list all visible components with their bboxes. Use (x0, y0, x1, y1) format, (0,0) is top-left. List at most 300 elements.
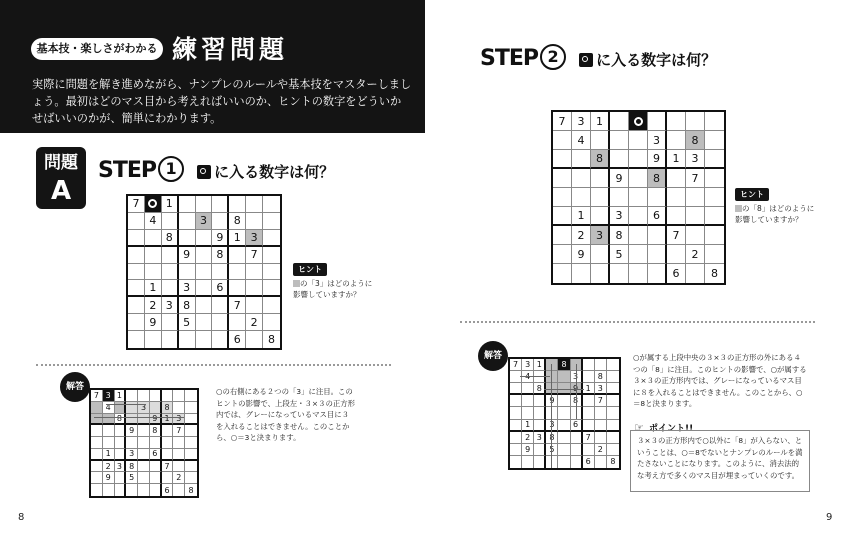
grid-cell (705, 188, 724, 207)
grid-cell (607, 371, 619, 383)
grid-cell (212, 331, 229, 348)
grid-cell (667, 131, 686, 150)
grid-cell (648, 245, 667, 264)
hint1-text-a: の「3」はどのように (300, 279, 373, 288)
grid-cell: 9 (571, 383, 583, 395)
answer2-badge: 解答 (478, 341, 508, 371)
grid-cell (173, 461, 185, 473)
target-circle-icon (634, 117, 643, 126)
grid-cell (534, 395, 546, 407)
grid-cell: 6 (583, 456, 595, 468)
grid-cell: 3 (196, 213, 213, 230)
grid-cell (162, 280, 179, 297)
grid-cell (583, 371, 595, 383)
grid-cell (179, 230, 196, 247)
grid-cell (138, 484, 150, 496)
grid-cell (229, 247, 246, 264)
grid-cell (572, 169, 591, 188)
grid-cell (510, 395, 522, 407)
grid-cell (607, 444, 619, 456)
grid-cell (553, 188, 572, 207)
grid-cell (103, 437, 115, 449)
grid-cell: 3 (103, 390, 115, 402)
grid-cell: 7 (128, 196, 145, 213)
grid-cell: 2 (145, 297, 162, 314)
grid-cell: 9 (212, 230, 229, 247)
separator-right (460, 321, 815, 323)
grid-cell (705, 131, 724, 150)
grid-cell: 9 (150, 414, 162, 426)
grid-cell (510, 432, 522, 444)
grid-cell (115, 484, 127, 496)
grid-cell: 6 (667, 264, 686, 283)
step2-word: STEP (480, 46, 539, 71)
grid-cell: 8 (571, 395, 583, 407)
grid-cell: 3 (126, 449, 138, 461)
grid-cell: 8 (648, 169, 667, 188)
grid-cell: 9 (103, 472, 115, 484)
grid-cell (553, 264, 572, 283)
grid-cell: 8 (150, 425, 162, 437)
grid-cell (583, 395, 595, 407)
grid-cell (629, 207, 648, 226)
grid-cell (648, 226, 667, 245)
grid-cell (558, 432, 570, 444)
elimination-arrow (94, 417, 184, 418)
grid-cell (126, 484, 138, 496)
grid-cell: 4 (522, 371, 534, 383)
grid-cell: 8 (188, 485, 194, 495)
grid-cell (629, 169, 648, 188)
grid-cell (128, 264, 145, 281)
grid-cell (212, 314, 229, 331)
grid-cell (115, 449, 127, 461)
grid-cell: 8 (179, 297, 196, 314)
grid-cell (572, 150, 591, 169)
grid-cell: 9 (145, 314, 162, 331)
grid-cell (91, 461, 103, 473)
grid-cell (591, 207, 610, 226)
finger-icon: ☞ (634, 421, 644, 434)
puzzle-a-grid (126, 194, 282, 350)
grid-cell (162, 213, 179, 230)
hint2-label: ヒント (735, 188, 769, 201)
grid-cell (173, 484, 185, 496)
grid-cell (522, 383, 534, 395)
grid-cell (179, 196, 196, 213)
grid-cell (591, 245, 610, 264)
step1-number: 1 (158, 156, 184, 182)
grid-cell (173, 449, 185, 461)
grid-cell (138, 437, 150, 449)
grid-cell: 5 (546, 444, 558, 456)
grid-cell (126, 437, 138, 449)
grid-cell (128, 314, 145, 331)
grid-cell (686, 226, 705, 245)
grid-cell (629, 245, 648, 264)
grid-cell (591, 188, 610, 207)
grid-cell: 1 (229, 230, 246, 247)
grid-cell (212, 297, 229, 314)
grid-cell (145, 230, 162, 247)
grid-cell (246, 280, 263, 297)
grid-cell: 1 (103, 449, 115, 461)
grid-cell (196, 230, 213, 247)
grid-cell: 8 (229, 213, 246, 230)
intro-text: 実際に問題を解き進めながら、ナンプレのルールや基本技をマスターしましょう。最初はどのマス目から考えればいいのか、ヒントの数字をどういかせばいいのかが、簡単にわかります。 (32, 78, 412, 125)
step2-number: 2 (540, 44, 566, 70)
grid-cell: 5 (126, 472, 138, 484)
grid-cell (185, 449, 197, 461)
grid-cell (648, 264, 667, 283)
grid-cell (162, 437, 174, 449)
page-title: 練習問題 (172, 35, 289, 64)
grid-cell (607, 420, 619, 432)
grid-cell: 8 (595, 371, 607, 383)
grid-cell: 1 (115, 390, 127, 402)
elimination-arrow (544, 389, 584, 390)
grid-cell (583, 444, 595, 456)
grid-cell (607, 383, 619, 395)
grid-cell (571, 432, 583, 444)
grid-cell (126, 390, 138, 402)
grid-cell (229, 196, 246, 213)
grid-cell (667, 245, 686, 264)
grid-cell: 9 (610, 169, 629, 188)
grid-cell (196, 196, 213, 213)
grid-cell (572, 188, 591, 207)
grid-cell: 1 (534, 359, 546, 371)
grid-cell: 6 (229, 331, 246, 348)
grid-cell (162, 425, 174, 437)
grid-cell (91, 449, 103, 461)
grid-cell (595, 456, 607, 468)
grid-cell (229, 314, 246, 331)
grid-cell: 1 (667, 150, 686, 169)
grid-cell (595, 407, 607, 419)
grid-cell (150, 390, 162, 402)
problem-label: 問題 (44, 153, 78, 173)
target-cell-icon (579, 53, 593, 67)
grid-cell: 3 (534, 432, 546, 444)
grid-cell (179, 264, 196, 281)
grid-cell: 3 (546, 420, 558, 432)
grid-cell: 8 (610, 457, 616, 467)
grid-cell (138, 414, 150, 426)
grid-cell (553, 150, 572, 169)
grid-cell (91, 484, 103, 496)
grid-cell (591, 169, 610, 188)
grid-cell (558, 407, 570, 419)
grid-cell (145, 196, 162, 213)
grid-cell (185, 390, 197, 402)
grid-cell (571, 444, 583, 456)
grid-cell (558, 420, 570, 432)
grid-cell: 2 (173, 472, 185, 484)
grid-cell (150, 484, 162, 496)
grid-cell: 5 (610, 245, 629, 264)
grid-cell (553, 245, 572, 264)
grid-cell (595, 359, 607, 371)
grid-cell: 7 (583, 432, 595, 444)
grid-cell (607, 432, 619, 444)
grid-cell (591, 131, 610, 150)
grid-cell (607, 359, 619, 371)
grid-cell: 6 (162, 484, 174, 496)
grid-cell (705, 207, 724, 226)
grid-cell: 2 (103, 461, 115, 473)
step2-heading (480, 44, 716, 71)
grid-cell (185, 437, 197, 449)
grid-cell (179, 331, 196, 348)
grid-cell: 7 (510, 359, 522, 371)
hint2-text-b: 影響していますか？ (735, 215, 803, 224)
grid-cell: 3 (591, 226, 610, 245)
grid-cell (648, 188, 667, 207)
grid-cell (128, 297, 145, 314)
grid-cell (558, 444, 570, 456)
grid-cell (583, 420, 595, 432)
grid-cell: 7 (173, 425, 185, 437)
grid-cell (686, 207, 705, 226)
grid-cell (115, 472, 127, 484)
grid-cell: 7 (686, 169, 705, 188)
grid-cell: 8 (546, 432, 558, 444)
grid-cell: 8 (126, 461, 138, 473)
grid-cell: 3 (138, 402, 150, 414)
grid-cell (91, 437, 103, 449)
grid-cell (185, 402, 197, 414)
grid-cell (196, 264, 213, 281)
hint1 (293, 257, 372, 300)
grid-cell (607, 407, 619, 419)
grid-cell (162, 390, 174, 402)
target-cell-icon (197, 165, 211, 179)
grid-cell (583, 407, 595, 419)
elimination-arrow (106, 404, 146, 405)
page-number-left: 8 (18, 512, 25, 523)
grid-cell (534, 444, 546, 456)
grid-cell (128, 280, 145, 297)
grid-cell: 9 (522, 444, 534, 456)
grid-cell: 7 (595, 395, 607, 407)
grid-cell (185, 472, 197, 484)
grid-cell (534, 407, 546, 419)
grid-cell (196, 331, 213, 348)
grid-cell (185, 414, 197, 426)
grid-cell (629, 131, 648, 150)
grid-cell (263, 196, 280, 213)
grid-cell (128, 247, 145, 264)
grid-cell (591, 264, 610, 283)
step2-question: に入る数字は何？ (596, 51, 717, 69)
grid-cell (138, 425, 150, 437)
grid-cell (150, 472, 162, 484)
grid-cell: 8 (268, 333, 276, 347)
answer-b-grid (508, 357, 621, 470)
elimination-arrow (576, 364, 577, 419)
grid-cell: 8 (115, 414, 127, 426)
grid-cell: 3 (179, 280, 196, 297)
grid-cell: 8 (686, 131, 705, 150)
grid-cell (196, 247, 213, 264)
grid-cell (246, 196, 263, 213)
hint2 (735, 182, 814, 225)
grid-cell (263, 247, 280, 264)
grid-cell: 3 (522, 359, 534, 371)
grid-cell: 1 (145, 280, 162, 297)
point-label: ポイント!! (648, 424, 694, 434)
grid-cell (583, 359, 595, 371)
puzzle-b-grid (551, 110, 726, 285)
grid-cell (162, 264, 179, 281)
grid-cell (534, 371, 546, 383)
grid-cell: 2 (522, 432, 534, 444)
grid-cell (91, 472, 103, 484)
grid-cell: 2 (572, 226, 591, 245)
grid-cell: 1 (162, 414, 174, 426)
grid-cell (522, 456, 534, 468)
grid-cell (162, 331, 179, 348)
grid-cell (145, 264, 162, 281)
grid-cell (150, 437, 162, 449)
grid-cell: 9 (179, 247, 196, 264)
grid-cell: 6 (212, 280, 229, 297)
elimination-arrow (520, 376, 550, 377)
grid-cell (705, 112, 724, 131)
grid-cell (607, 395, 619, 407)
point-box (630, 430, 810, 492)
grid-cell (629, 112, 648, 131)
grid-cell: 3 (115, 461, 127, 473)
grid-cell (138, 472, 150, 484)
hint1-text-b: 影響していますか？ (293, 290, 361, 299)
grid-cell (229, 264, 246, 281)
grid-cell (103, 425, 115, 437)
grid-cell (263, 213, 280, 230)
grid-cell (196, 314, 213, 331)
grid-cell (246, 264, 263, 281)
grid-cell: 4 (103, 402, 115, 414)
grid-cell (572, 264, 591, 283)
grid-cell (263, 314, 280, 331)
grid-cell (138, 390, 150, 402)
grid-cell (150, 461, 162, 473)
grid-cell: 2 (246, 314, 263, 331)
grid-cell (510, 420, 522, 432)
grid-cell (553, 207, 572, 226)
grid-cell (553, 131, 572, 150)
page-number-right: 9 (826, 512, 833, 523)
step1-heading (98, 156, 334, 183)
grid-cell: 8 (558, 359, 570, 371)
grid-cell: 8 (162, 402, 174, 414)
grid-cell (126, 414, 138, 426)
grid-cell (212, 264, 229, 281)
hint2-text-a: の「8」はどのように (742, 204, 815, 213)
grid-cell (629, 226, 648, 245)
grid-cell (510, 383, 522, 395)
grid-cell: 1 (591, 112, 610, 131)
grid-cell (162, 247, 179, 264)
grid-cell: 8 (534, 383, 546, 395)
grid-cell (196, 280, 213, 297)
answer1-text: ○の右側にある２つの「3」に注目。このヒントの影響で、上段左・３×３の正方形内では、グレーになっているマス目に３を入れることはできません。このことから、○＝3と決まります。 (216, 387, 356, 442)
grid-cell: 8 (610, 226, 629, 245)
grid-cell (610, 264, 629, 283)
grid-cell (705, 226, 724, 245)
grid-cell (246, 297, 263, 314)
grid-cell (173, 437, 185, 449)
grid-cell (546, 359, 558, 371)
grid-cell (212, 213, 229, 230)
grid-cell (263, 297, 280, 314)
grid-cell: 3 (572, 112, 591, 131)
grid-cell (610, 150, 629, 169)
answer2-text: ○が属する上段中央の３×３の正方形の外にある４つの「8」に注目。このヒントの影響で、○が属する３×３の正方形内では、グレーになっているマス目に８を入れることはできません。このことから、○＝8と決まります。 (633, 353, 807, 408)
point-text: ３×３の正方形内で○以外に「8」が入らない、ということは、○＝8でないとナンプレのルールを満たさないことになります。このように、消去法的な考え方で多くのマス目が埋まっていくのです。 (637, 436, 803, 480)
grid-cell (150, 402, 162, 414)
grid-cell (179, 213, 196, 230)
gray-square-icon (293, 280, 300, 287)
grid-cell: 3 (595, 383, 607, 395)
grid-cell (115, 437, 127, 449)
grid-cell (162, 472, 174, 484)
grid-cell (553, 226, 572, 245)
grid-cell (629, 188, 648, 207)
grid-cell (246, 331, 263, 348)
grid-cell: 1 (583, 383, 595, 395)
grid-cell (128, 331, 145, 348)
grid-cell (610, 131, 629, 150)
grid-cell: 4 (145, 213, 162, 230)
grid-cell: 8 (162, 230, 179, 247)
grid-cell: 3 (610, 207, 629, 226)
grid-cell (91, 425, 103, 437)
elimination-arrow (551, 364, 552, 468)
grid-cell (522, 407, 534, 419)
grid-cell (648, 112, 667, 131)
grid-cell (162, 314, 179, 331)
grid-cell (173, 402, 185, 414)
grid-cell (546, 407, 558, 419)
grid-cell: 3 (648, 131, 667, 150)
grid-cell: 8 (591, 150, 610, 169)
grid-cell: 2 (595, 444, 607, 456)
grid-cell (629, 150, 648, 169)
grid-cell (553, 169, 572, 188)
grid-cell (610, 188, 629, 207)
grid-cell (705, 169, 724, 188)
grid-cell (558, 456, 570, 468)
grid-cell (534, 456, 546, 468)
grid-cell (534, 420, 546, 432)
grid-cell (558, 395, 570, 407)
grid-cell: 3 (162, 297, 179, 314)
hint1-label: ヒント (293, 263, 327, 276)
grid-cell: 3 (173, 414, 185, 426)
grid-cell: 6 (150, 449, 162, 461)
grid-cell (212, 196, 229, 213)
grid-cell (546, 456, 558, 468)
grid-cell: 7 (91, 390, 103, 402)
grid-cell (91, 402, 103, 414)
grid-cell (103, 484, 115, 496)
grid-cell: 7 (553, 112, 572, 131)
grid-cell (145, 331, 162, 348)
grid-cell: 8 (711, 267, 718, 280)
grid-cell (686, 112, 705, 131)
